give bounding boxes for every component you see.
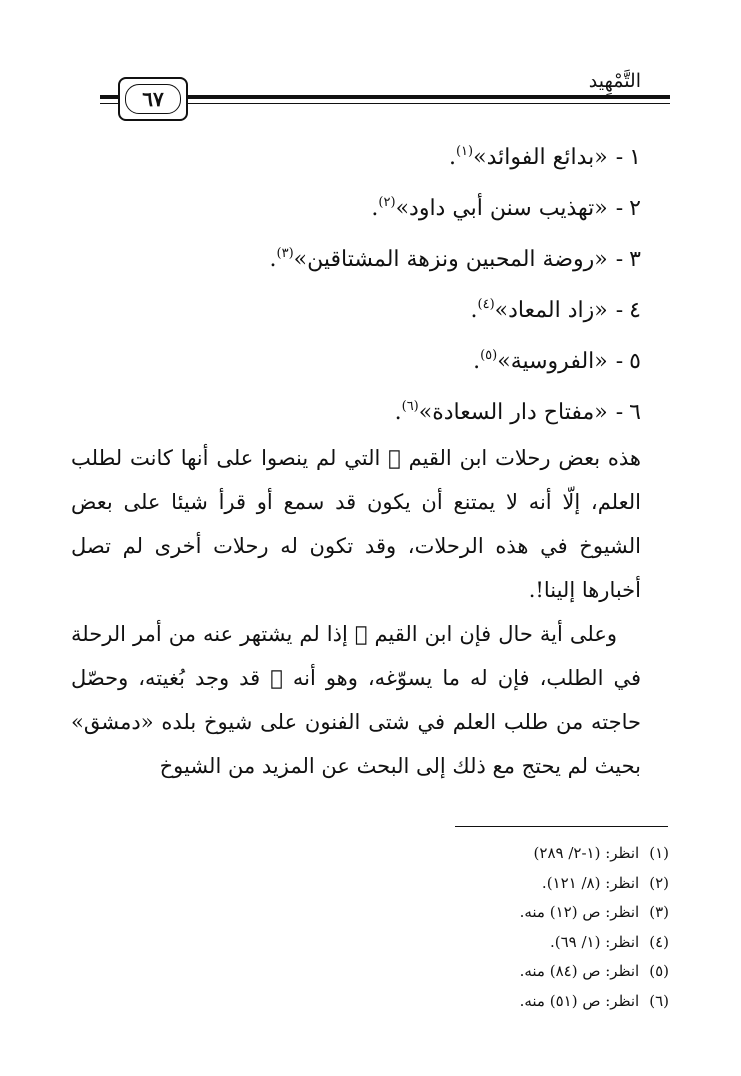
book-title: «تهذيب سنن أبي داود» — [395, 196, 608, 221]
footnote-text: انظر: (١/ ٦٩). — [549, 932, 640, 951]
book-list — [81, 140, 641, 446]
footnote-text: انظر: (٨/ ١٢١). — [541, 873, 640, 892]
book-title: «الفروسية» — [497, 349, 608, 374]
book-list-item: ٥-«الفروسية»$^{(٥)}$. — [473, 348, 641, 374]
footnote-ref: (٤) — [477, 297, 495, 312]
footnote-text: انظر: ص (٥١) منه. — [519, 991, 640, 1010]
book-number: ٤ — [629, 298, 641, 323]
footnote — [109, 872, 669, 902]
page-number-badge — [118, 77, 188, 121]
footnote-separator — [455, 826, 668, 827]
footnotes — [109, 842, 669, 1019]
footnote-number: (٢) — [649, 873, 669, 892]
footnote-ref: (٥) — [480, 348, 498, 363]
running-title: التَّمْهِيد — [588, 70, 641, 92]
book-list-item: ١-«بدائع الفوائد»$^{(١)}$. — [448, 144, 641, 170]
book-list-item: ٦-«مفتاح دار السعادة»$^{(٦)}$. — [394, 399, 641, 425]
footnote-number: (٥) — [649, 962, 669, 980]
footnote-number: (١) — [649, 844, 669, 862]
book-title: «روضة المحبين ونزهة المشتاقين» — [293, 247, 608, 272]
book-list-item: ٤-«زاد المعاد»$^{(٤)}$. — [470, 297, 641, 323]
book-number: ٦ — [629, 400, 641, 425]
footnote-text: انظر: ص (٨٤) منه. — [519, 962, 640, 980]
book-title: «مفتاح دار السعادة» — [418, 400, 608, 425]
footnote-ref: (٣) — [276, 246, 294, 261]
footnote — [109, 960, 669, 990]
body-paragraph: وعلى أية حال فإن ابن القيم ﷬ إذا لم يشتهر عنه من أمر الرحلة في الطلب، فإن له ما يسوّغه، وهو أنه ﷬ قد وجد بُغيته، وحصّل حاجته من طلب العلم في شتى الفنون على شيوخ بلده «دمشق» بحيث لم يحتج مع ذلك إلى البحث عن المزيد من الشيوخ — [71, 622, 641, 778]
footnote-text: انظر: ص (١٢) منه. — [519, 903, 640, 921]
book-title: «بدائع الفوائد» — [473, 145, 608, 170]
footnote-ref: (٦) — [401, 399, 419, 414]
footnote-number: (٤) — [649, 932, 669, 951]
book-list-item: ٢-«تهذيب سنن أبي داود»$^{(٢)}$. — [371, 195, 641, 221]
footnote-number: (٦) — [649, 991, 669, 1010]
book-number: ٢ — [629, 196, 641, 221]
footnote-ref: (١) — [455, 144, 474, 159]
book-number: ٣ — [629, 247, 641, 272]
footnote — [109, 842, 669, 872]
footnote-text: انظر: (١-٢/ ٢٨٩) — [533, 844, 640, 862]
book-list-item: ٣-«روضة المحبين ونزهة المشتاقين»$^{(٣)}$. — [269, 246, 641, 272]
book-number: ١ — [629, 145, 641, 170]
page-number: ٦٧ — [125, 84, 181, 114]
footnote-number: (٣) — [649, 903, 669, 921]
body-paragraph: هذه بعض رحلات ابن القيم ﷬ التي لم ينصوا على أنها كانت لطلب العلم، إلّا أنه لا يمتنع أن يكون قد سمع أو قرأ شيئا على بعض الشيوخ في هذه الرحلات، وقد تكون له رحلات أخرى لم تصل أخبارها إلينا!. — [71, 446, 641, 602]
footnote — [109, 901, 669, 931]
footnote — [109, 990, 669, 1020]
footnote-ref: (٢) — [378, 195, 396, 210]
footnote — [109, 931, 669, 961]
book-title: «زاد المعاد» — [494, 298, 608, 323]
book-number: ٥ — [629, 349, 641, 374]
